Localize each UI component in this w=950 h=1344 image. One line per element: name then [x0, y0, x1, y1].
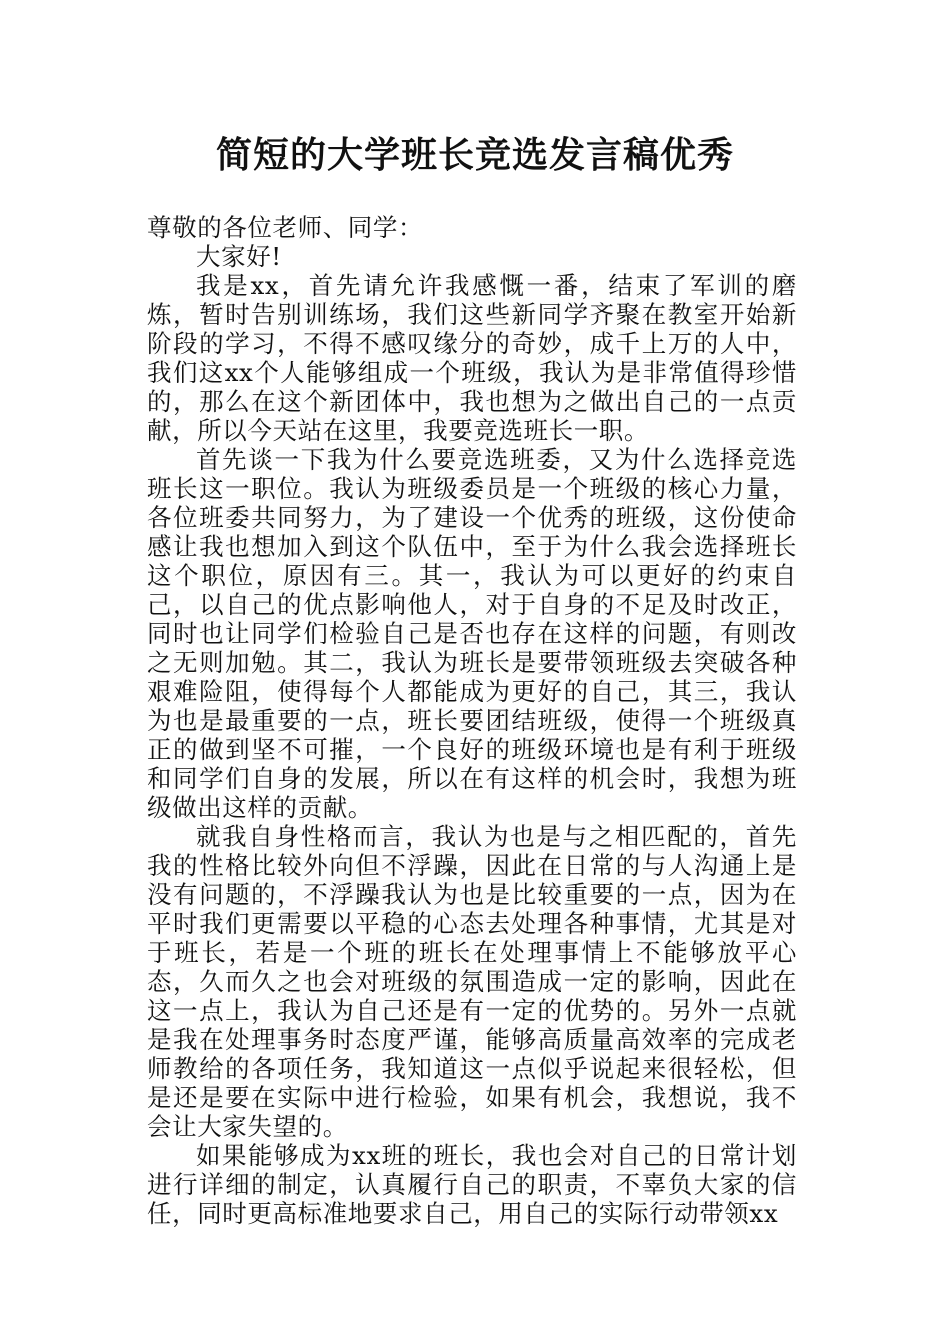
salutation: 尊敬的各位老师、同学： [147, 213, 424, 242]
paragraph-reasons: 首先谈一下我为什么要竞选班委，又为什么选择竞选班长这一职位。我认为班级委员是一个班级的核心力量，各位班委共同努力，为了建设一个优秀的班级，这份使命感让我也想加入到这个队伍中，至于为什么我会选择班长这个职位，原因有三。其一，我认为可以更好的约束自己，以自己的优点影响他人，对于自身的不足及时改正，同时也让同学们检验自己是否也存在这样的问题，有则改之无则加勉。其二，我认为班长是要带领班级去突破各种艰难险阻，使得每个人都能成为更好的自己，其三，我认为也是最重要的一点，班长要团结班级，使得一个班级真正的做到坚不可摧，一个良好的班级环境也是有利于班级和同学们自身的发展，所以在有这样的机会时，我想为班级做出这样的贡献。 [147, 445, 797, 822]
paragraph-intro: 我是xx，首先请允许我感慨一番，结束了军训的磨炼，暂时告别训练场，我们这些新同学齐聚在教室开始新阶段的学习，不得不感叹缘分的奇妙，成千上万的人中，我们这xx个人能够组成一个班级，我认为是非常值得珍惜的，那么在这个新团体中，我也想为之做出自己的一点贡献，所以今天站在这里，我要竞选班长一职。 [147, 271, 797, 445]
document-body [147, 213, 797, 1228]
document-title: 简短的大学班长竞选发言稿优秀 [215, 135, 734, 176]
greeting: 大家好! [196, 242, 282, 271]
paragraph-plan: 如果能够成为xx班的班长，我也会对自己的日常计划进行详细的制定，认真履行自己的职责，不辜负大家的信任，同时更高标准地要求自己，用自己的实际行动带领xx [147, 1141, 797, 1228]
paragraph-personality: 就我自身性格而言，我认为也是与之相匹配的，首先我的性格比较外向但不浮躁，因此在日常的与人沟通上是没有问题的，不浮躁我认为也是比较重要的一点，因为在平时我们更需要以平稳的心态去处理各种事情，尤其是对于班长，若是一个班的班长在处理事情上不能够放平心态，久而久之也会对班级的氛围造成一定的影响，因此在这一点上，我认为自己还是有一定的优势的。另外一点就是我在处理事务时态度严谨，能够高质量高效率的完成老师教给的各项任务，我知道这一点似乎说起来很轻松，但是还是要在实际中进行检验，如果有机会，我想说，我不会让大家失望的。 [147, 822, 797, 1141]
